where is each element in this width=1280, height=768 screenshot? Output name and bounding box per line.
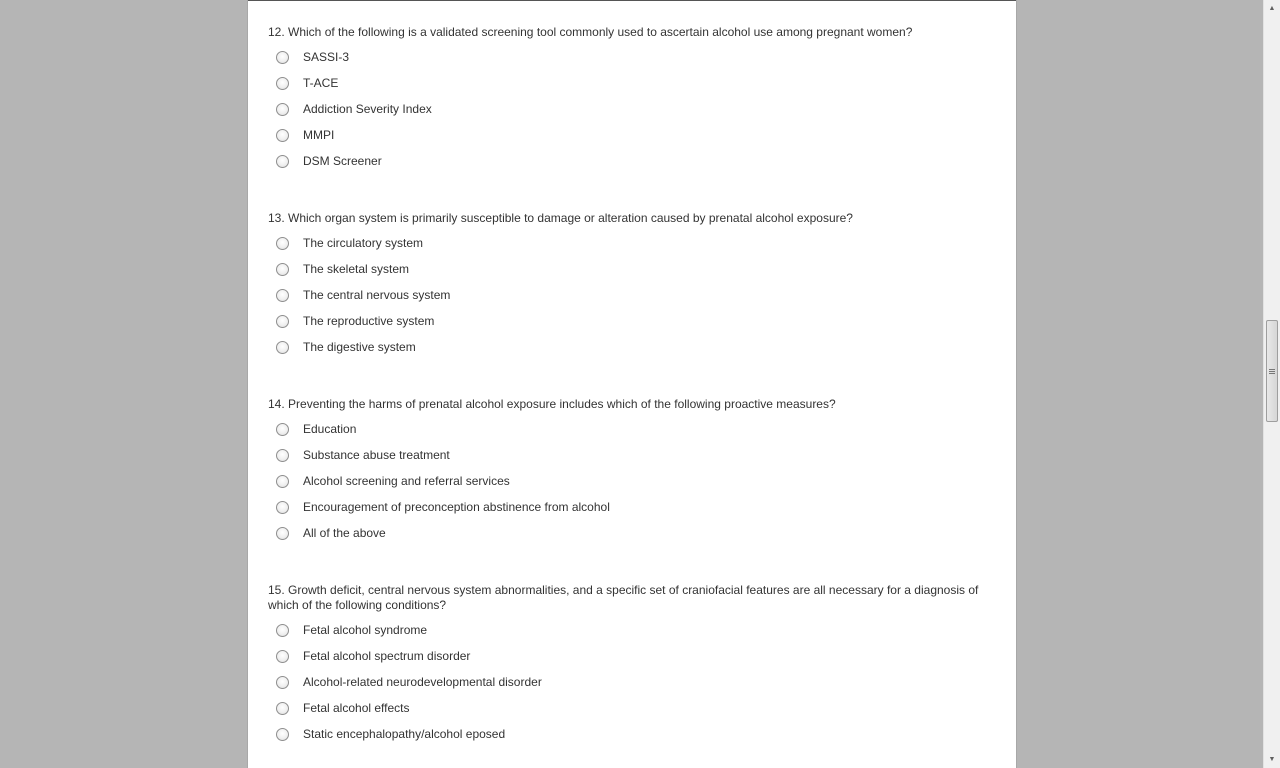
radio-button[interactable]	[276, 449, 289, 462]
option-label[interactable]: DSM Screener	[303, 154, 382, 168]
answer-option[interactable]	[268, 520, 1003, 546]
option-label[interactable]: Fetal alcohol spectrum disorder	[303, 649, 471, 663]
scroll-down-arrow-icon[interactable]: ▼	[1268, 756, 1276, 763]
answer-option[interactable]	[268, 695, 1003, 721]
answer-options	[268, 230, 1003, 360]
radio-button[interactable]	[276, 103, 289, 116]
answer-option[interactable]	[268, 70, 1003, 96]
option-label[interactable]: Fetal alcohol effects	[303, 701, 410, 715]
question-text: 14. Preventing the harms of prenatal alcohol exposure includes which of the following proactive measures?	[268, 397, 836, 411]
option-label[interactable]: Encouragement of preconception abstinence from alcohol	[303, 500, 610, 514]
answer-option[interactable]	[268, 230, 1003, 256]
answer-option[interactable]	[268, 721, 1003, 747]
answer-options	[268, 617, 1003, 747]
radio-button[interactable]	[276, 155, 289, 168]
option-label[interactable]: Alcohol screening and referral services	[303, 474, 510, 488]
answer-option[interactable]	[268, 416, 1003, 442]
question-text: 12. Which of the following is a validated screening tool commonly used to ascertain alcohol use among pregnant women?	[268, 25, 913, 39]
option-label[interactable]: Education	[303, 422, 357, 436]
radio-button[interactable]	[276, 423, 289, 436]
radio-button[interactable]	[276, 289, 289, 302]
radio-button[interactable]	[276, 650, 289, 663]
radio-button[interactable]	[276, 527, 289, 540]
grip-icon	[1269, 369, 1275, 374]
option-label[interactable]: SASSI-3	[303, 50, 350, 64]
question-15	[268, 583, 1003, 747]
radio-button[interactable]	[276, 475, 289, 488]
option-label[interactable]: The reproductive system	[303, 314, 435, 328]
radio-button[interactable]	[276, 501, 289, 514]
radio-button[interactable]	[276, 676, 289, 689]
option-label[interactable]: All of the above	[303, 526, 386, 540]
answer-option[interactable]	[268, 442, 1003, 468]
question-14	[268, 397, 1003, 546]
radio-button[interactable]	[276, 77, 289, 90]
answer-option[interactable]	[268, 308, 1003, 334]
vertical-scrollbar[interactable]	[1263, 0, 1280, 768]
answer-option[interactable]	[268, 468, 1003, 494]
scroll-up-arrow-icon[interactable]: ▲	[1268, 5, 1276, 12]
answer-options	[268, 44, 1003, 174]
question-text: 13. Which organ system is primarily susceptible to damage or alteration caused by prenatal alcohol exposure?	[268, 211, 853, 225]
answer-options	[268, 416, 1003, 546]
scrollbar-thumb[interactable]	[1266, 320, 1278, 422]
answer-option[interactable]	[268, 494, 1003, 520]
option-label[interactable]: The circulatory system	[303, 236, 424, 250]
answer-option[interactable]	[268, 256, 1003, 282]
option-label[interactable]: MMPI	[303, 128, 335, 142]
answer-option[interactable]	[268, 148, 1003, 174]
answer-option[interactable]	[268, 669, 1003, 695]
radio-button[interactable]	[276, 263, 289, 276]
option-label[interactable]: The central nervous system	[303, 288, 451, 302]
answer-option[interactable]	[268, 282, 1003, 308]
option-label[interactable]: Fetal alcohol syndrome	[303, 623, 428, 637]
quiz-content-panel	[247, 0, 1017, 768]
option-label[interactable]: Static encephalopathy/alcohol eposed	[303, 727, 506, 741]
radio-button[interactable]	[276, 702, 289, 715]
option-label[interactable]: Substance abuse treatment	[303, 448, 450, 462]
question-text: 15. Growth deficit, central nervous system abnormalities, and a specific set of craniofacial features are all necessary for a diagnosis of which of the following conditions?	[268, 583, 979, 612]
radio-button[interactable]	[276, 624, 289, 637]
answer-option[interactable]	[268, 44, 1003, 70]
question-12	[268, 25, 1003, 174]
option-label[interactable]: Addiction Severity Index	[303, 102, 432, 116]
answer-option[interactable]	[268, 96, 1003, 122]
radio-button[interactable]	[276, 237, 289, 250]
answer-option[interactable]	[268, 643, 1003, 669]
answer-option[interactable]	[268, 122, 1003, 148]
option-label[interactable]: Alcohol-related neurodevelopmental disorder	[303, 675, 542, 689]
radio-button[interactable]	[276, 51, 289, 64]
radio-button[interactable]	[276, 341, 289, 354]
answer-option[interactable]	[268, 617, 1003, 643]
top-divider	[248, 0, 1016, 1]
question-13	[268, 211, 1003, 360]
option-label[interactable]: The digestive system	[303, 340, 416, 354]
option-label[interactable]: T-ACE	[303, 76, 339, 90]
radio-button[interactable]	[276, 315, 289, 328]
answer-option[interactable]	[268, 334, 1003, 360]
option-label[interactable]: The skeletal system	[303, 262, 410, 276]
radio-button[interactable]	[276, 728, 289, 741]
radio-button[interactable]	[276, 129, 289, 142]
